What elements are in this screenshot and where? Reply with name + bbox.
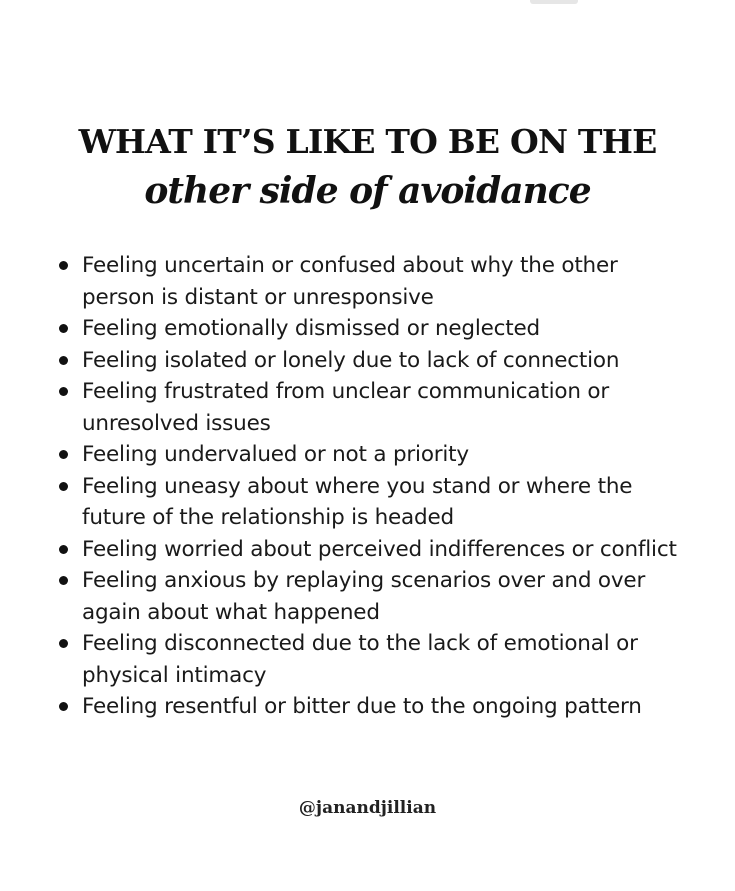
list-item-text: Feeling emotionally dismissed or neglected [82, 316, 540, 341]
list-item-text: Feeling disconnected due to the lack of emotional or physical intimacy [82, 631, 638, 688]
list-item-text: Feeling isolated or lonely due to lack of connection [82, 347, 620, 373]
list-item-text: Feeling anxious by replaying scenarios over and over again about what happened [82, 568, 646, 625]
list-item-text: Feeling uneasy about where you stand or where the future of the relationship is headed [82, 473, 633, 530]
bullet-icon [59, 324, 68, 333]
list-item [82, 691, 682, 723]
bullet-icon [59, 387, 68, 396]
bullet-icon [59, 576, 68, 585]
list-item-text: Feeling worried about perceived indifferences or conflict [82, 536, 677, 562]
list-item-text: Feeling uncertain or confused about why the other person is distant or unresponsive [82, 253, 618, 310]
list-item [82, 534, 682, 566]
bullet-icon [59, 356, 68, 365]
list-item-text: Feeling undervalued or not a priority [82, 442, 469, 467]
bullet-icon [59, 639, 68, 648]
top-edge-mark [530, 0, 578, 4]
bullet-icon [59, 545, 68, 554]
list-item-text: Feeling frustrated from unclear communication or unresolved issues [82, 379, 610, 436]
bullet-icon [59, 702, 68, 711]
list-item [82, 313, 682, 345]
list-item [82, 565, 682, 628]
title-subheading: other side of avoidance [144, 170, 591, 212]
list-item [82, 628, 682, 691]
list-item-text: Feeling resentful or bitter due to the ongoing pattern [82, 694, 642, 719]
list-item [82, 471, 682, 534]
list-item [82, 376, 682, 439]
bullet-icon [59, 261, 68, 270]
feelings-list [82, 250, 682, 723]
bullet-icon [59, 482, 68, 491]
list-item [82, 345, 682, 377]
bullet-icon [59, 450, 68, 459]
author-handle: @janandjillian [298, 798, 437, 818]
list-item [82, 439, 682, 471]
list-item [82, 250, 682, 313]
title-heading: WHAT IT’S LIKE TO BE ON THE [78, 122, 657, 161]
